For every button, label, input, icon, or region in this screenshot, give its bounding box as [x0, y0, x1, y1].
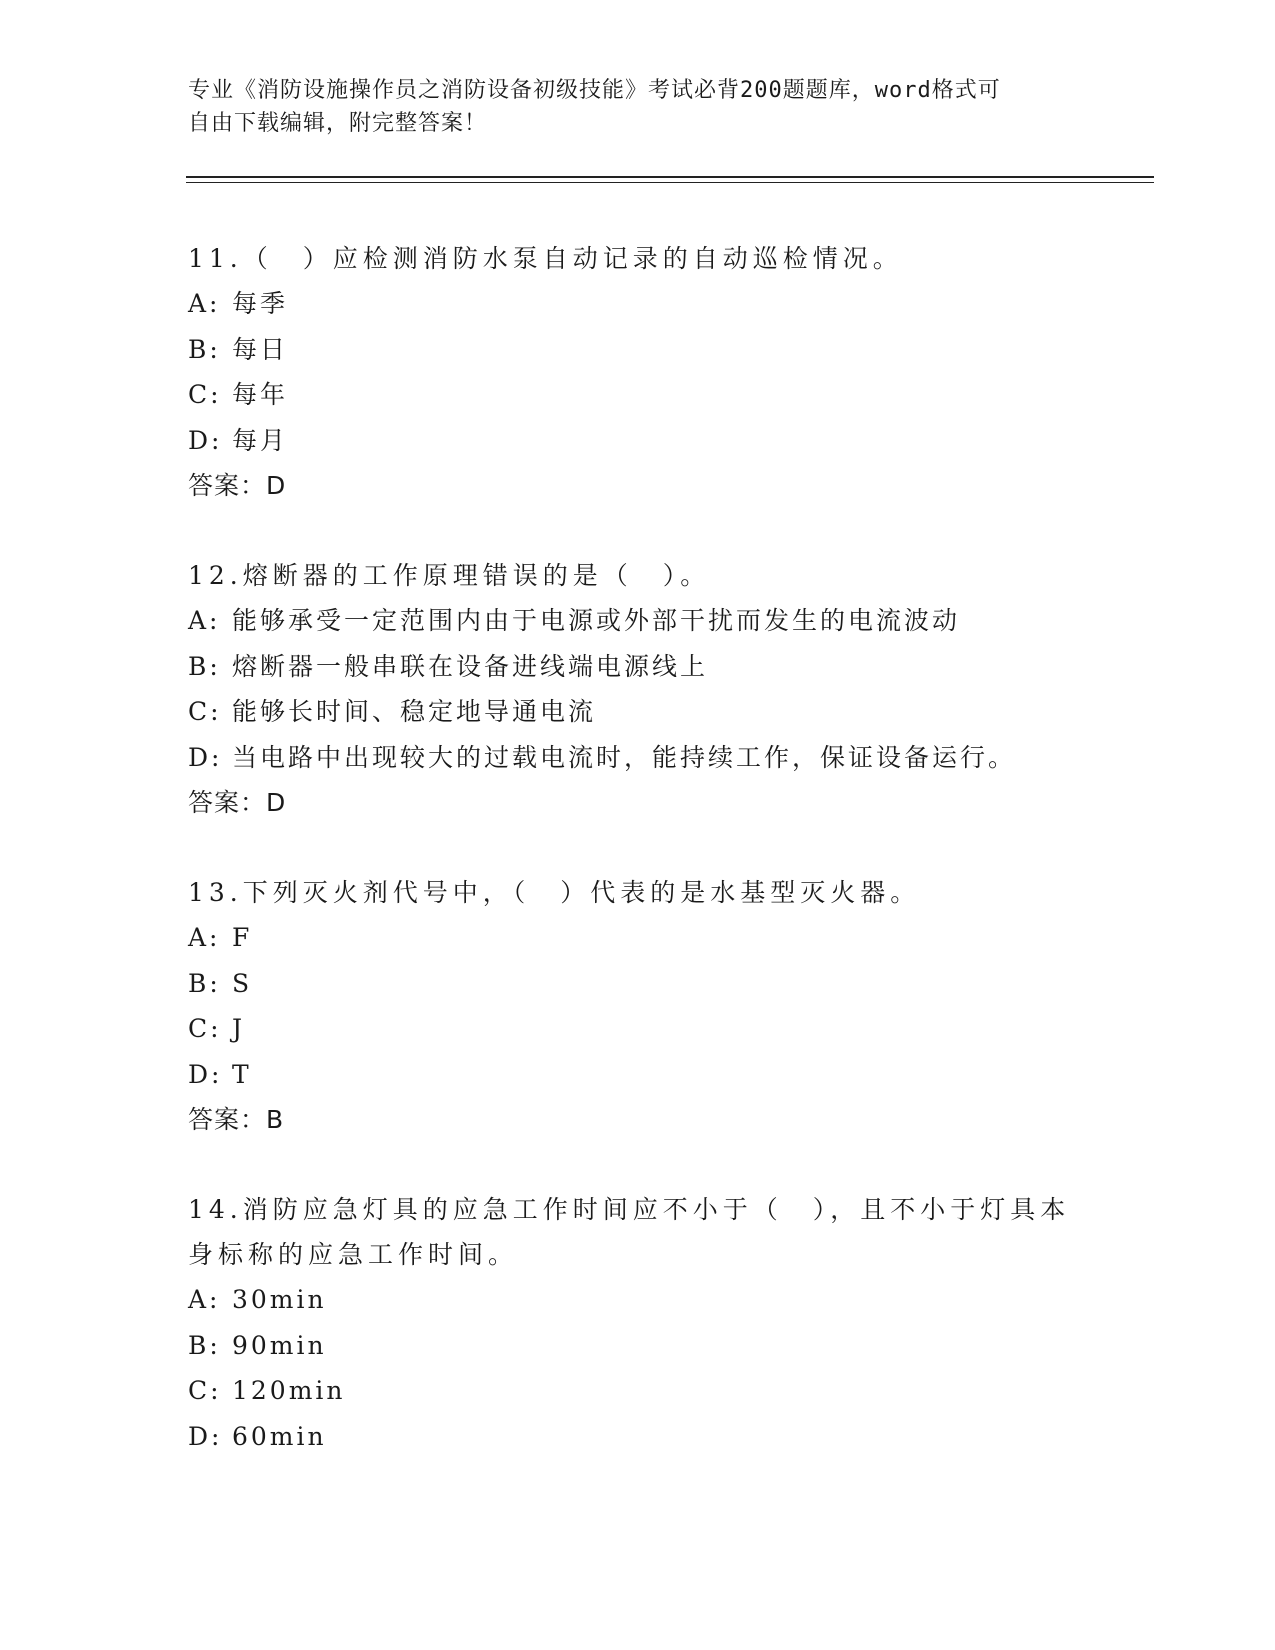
option-text: 每季	[232, 289, 289, 318]
option-text: T	[232, 1059, 252, 1089]
option-text: 当电路中出现较大的过载电流时，能持续工作，保证设备运行。	[232, 742, 1017, 772]
option-text: J	[232, 1014, 246, 1043]
option-text: 每年	[232, 380, 289, 409]
option-d	[188, 1052, 1088, 1098]
option-letter: A:	[188, 606, 221, 635]
option-text: 熔断器一般串联在设备进线端电源线上	[232, 651, 709, 681]
question-11	[188, 236, 1088, 508]
option-b	[188, 644, 1088, 690]
question-14	[188, 1187, 1088, 1459]
answer-text: 答案：B	[188, 1105, 285, 1134]
option-d	[188, 735, 1088, 781]
option-a	[188, 1277, 1088, 1323]
option-letter: C:	[188, 380, 222, 409]
option-a	[188, 281, 1088, 327]
option-letter: C:	[188, 697, 222, 726]
option-text: 每日	[232, 334, 289, 364]
option-letter: D:	[188, 1059, 223, 1089]
answer-text: 答案：D	[188, 471, 287, 500]
option-letter: A:	[188, 923, 221, 952]
question-list	[188, 236, 1088, 1504]
option-letter: D:	[188, 742, 223, 772]
option-letter: B:	[188, 968, 221, 998]
option-b	[188, 1323, 1088, 1369]
option-text: 60min	[232, 1421, 327, 1451]
option-letter: D:	[188, 1421, 223, 1451]
option-text: 能够承受一定范围内由于电源或外部干扰而发生的电流波动	[232, 606, 961, 635]
answer-text: 答案：D	[188, 788, 287, 817]
header-line-1: 专业《消防设施操作员之消防设备初级技能》考试必背200题题库，word格式可	[188, 78, 1001, 103]
question-text: 11.（ ）应检测消防水泵自动记录的自动巡检情况。	[188, 244, 903, 273]
question-13	[188, 870, 1088, 1142]
header-rule-thick	[186, 176, 1154, 178]
header-rule-thin	[186, 182, 1154, 183]
question-12	[188, 553, 1088, 825]
option-text: 每月	[232, 425, 289, 455]
option-b	[188, 327, 1088, 373]
option-a	[188, 598, 1088, 644]
option-text: F	[232, 923, 253, 952]
option-text: 120min	[232, 1376, 346, 1405]
option-c	[188, 689, 1088, 735]
question-text: 12.熔断器的工作原理错误的是（ ）。	[188, 561, 711, 590]
option-text: 30min	[232, 1285, 327, 1314]
option-letter: C:	[188, 1014, 222, 1043]
option-letter: B:	[188, 651, 221, 681]
option-letter: A:	[188, 1285, 221, 1314]
option-letter: B:	[188, 334, 221, 364]
option-c	[188, 372, 1088, 418]
option-text: S	[232, 968, 253, 998]
option-b	[188, 961, 1088, 1007]
option-d	[188, 1414, 1088, 1460]
option-letter: A:	[188, 289, 221, 318]
option-c	[188, 1006, 1088, 1052]
option-letter: B:	[188, 1330, 221, 1360]
question-text: 14.消防应急灯具的应急工作时间应不小于（ ），且不小于灯具本身标称的应急工作时间。	[188, 1195, 1071, 1269]
option-d	[188, 418, 1088, 464]
option-text: 能够长时间、稳定地导通电流	[232, 697, 597, 726]
option-letter: D:	[188, 425, 223, 455]
question-text: 13.下列灭火剂代号中，（ ）代表的是水基型灭火器。	[188, 878, 921, 907]
option-text: 90min	[232, 1330, 327, 1360]
option-a	[188, 915, 1088, 961]
option-c	[188, 1368, 1088, 1414]
document-header	[188, 74, 1088, 140]
header-line-2: 自由下载编辑，附完整答案！	[188, 111, 488, 136]
option-letter: C:	[188, 1376, 222, 1405]
